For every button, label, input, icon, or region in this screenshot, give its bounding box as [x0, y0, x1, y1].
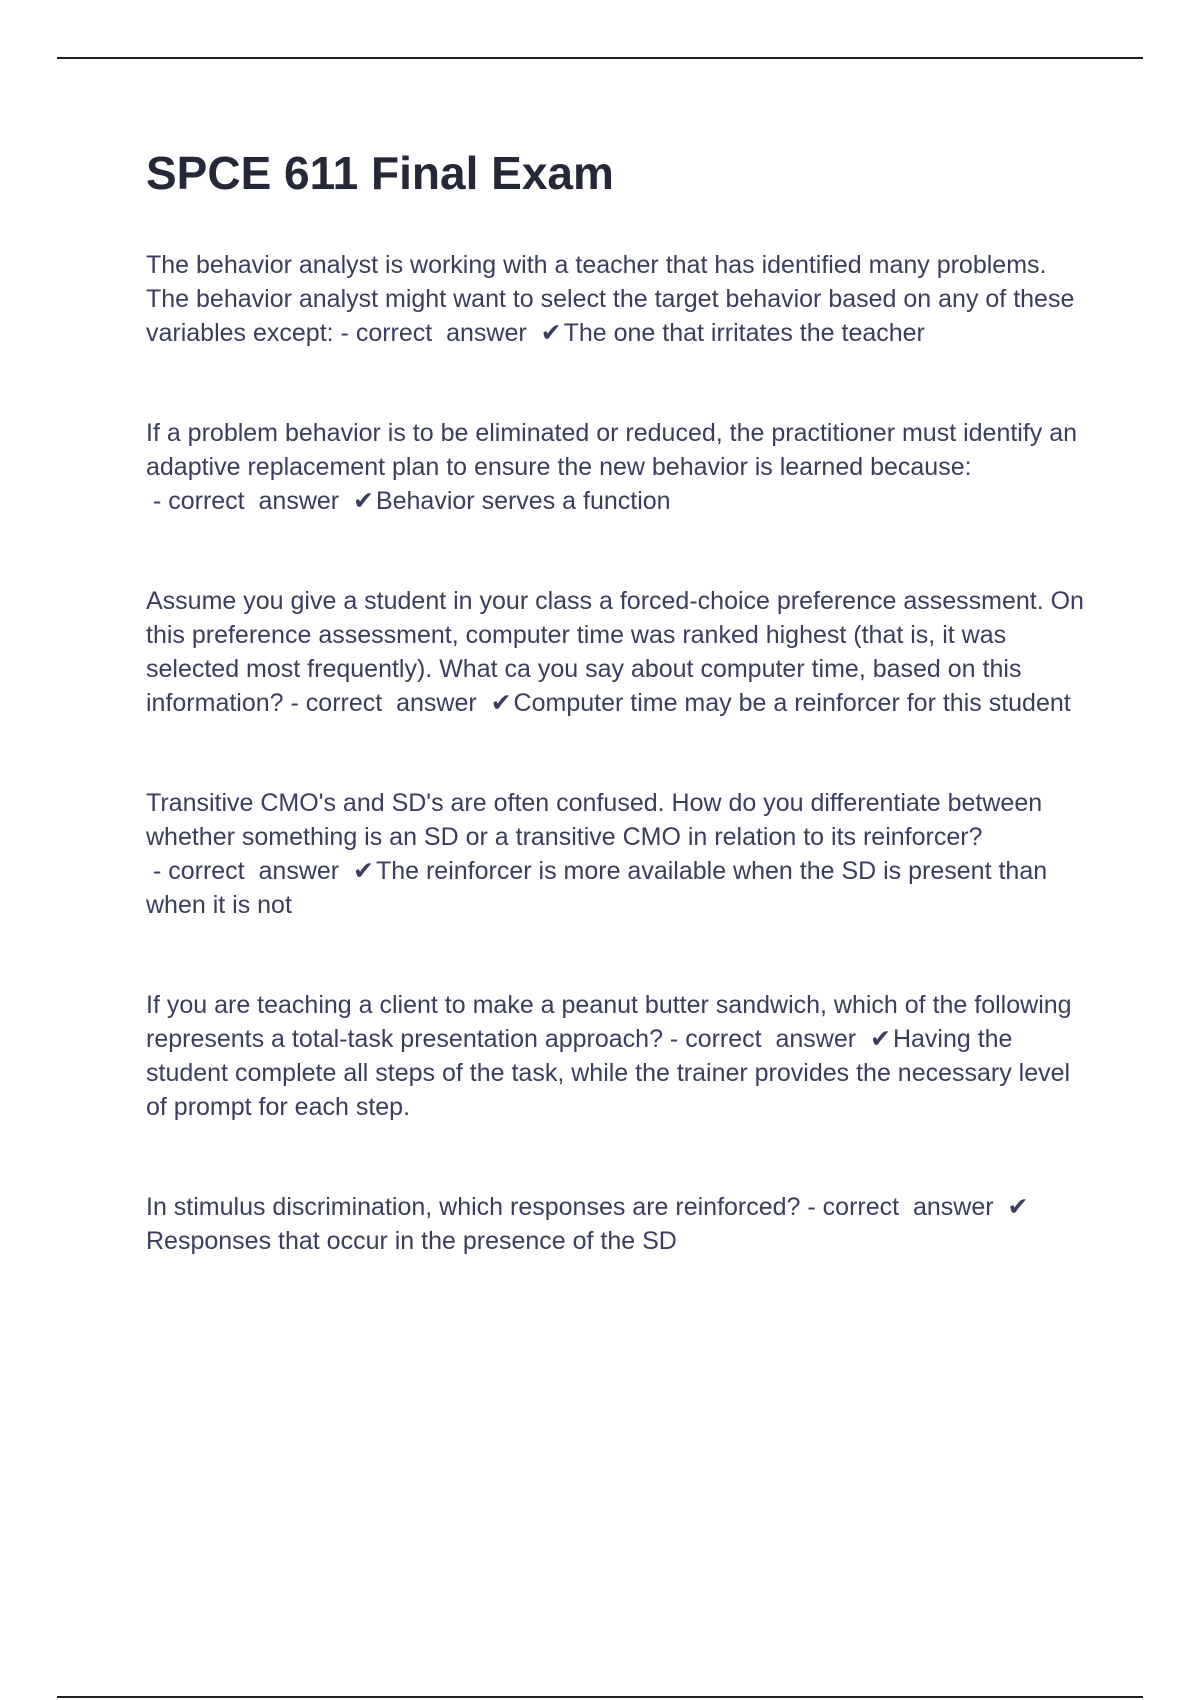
answer-marker: - correct answer [333, 319, 541, 347]
question-text: Transitive CMO's and SD's are often confused. How do you differentiate between whether something is an SD or a transitive CMO in relation to its reinforcer? [146, 789, 1043, 851]
answer-marker: - correct answer [146, 487, 353, 515]
qa-item [146, 248, 1086, 350]
check-icon: ✔ [869, 1025, 891, 1053]
qa-item [146, 988, 1086, 1124]
answer-text: Behavior serves a function [375, 487, 671, 515]
question-text: If you are teaching a client to make a peanut butter sandwich, which of the following represents a total-task presentation approach? [146, 991, 1072, 1053]
qa-list [146, 248, 1086, 1258]
check-icon: ✔ [490, 689, 512, 717]
question-text: In stimulus discrimination, which responses are reinforced? [146, 1193, 801, 1221]
document-title: SPCE 611 Final Exam [146, 147, 614, 199]
answer-text: Having the student complete all steps of the task, while the trainer provides the necessary level of prompt for each step. [146, 1025, 1071, 1121]
qa-item [146, 786, 1086, 922]
answer-marker: - correct answer [662, 1025, 870, 1053]
qa-item [146, 584, 1086, 720]
qa-item [146, 416, 1086, 518]
check-icon: ✔ [1007, 1193, 1029, 1221]
answer-marker: - correct answer [283, 689, 491, 717]
answer-marker: - correct answer [800, 1193, 1008, 1221]
check-icon: ✔ [353, 857, 374, 885]
answer-text: Computer time may be a reinforcer for this student [513, 689, 1071, 717]
answer-text: The reinforcer is more available when the SD is present than when it is not [146, 857, 1048, 919]
answer-text: The one that irritates the teacher [563, 319, 925, 347]
answer-text: Responses that occur in the presence of the SD [146, 1227, 677, 1255]
qa-item [146, 1190, 1086, 1258]
question-text: If a problem behavior is to be eliminated or reduced, the practitioner must identify an adaptive replacement plan to ensure the new behavior is learned because: [146, 419, 1078, 481]
check-icon: ✔ [353, 487, 374, 515]
check-icon: ✔ [540, 319, 562, 347]
bottom-rule [57, 1696, 1143, 1698]
document-body [146, 140, 1086, 1324]
question-text: Assume you give a student in your class a forced-choice preference assessment. On this preference assessment, computer time was ranked highest (that is, it was selected most frequently). What ca you say about computer time, based on this information? [146, 587, 1084, 717]
question-text: The behavior analyst is working with a teacher that has identified many problems. The behavior analyst might want to select the target behavior based on any of these variables except: [146, 251, 1075, 347]
answer-marker: - correct answer [146, 857, 353, 885]
top-rule [57, 57, 1143, 59]
